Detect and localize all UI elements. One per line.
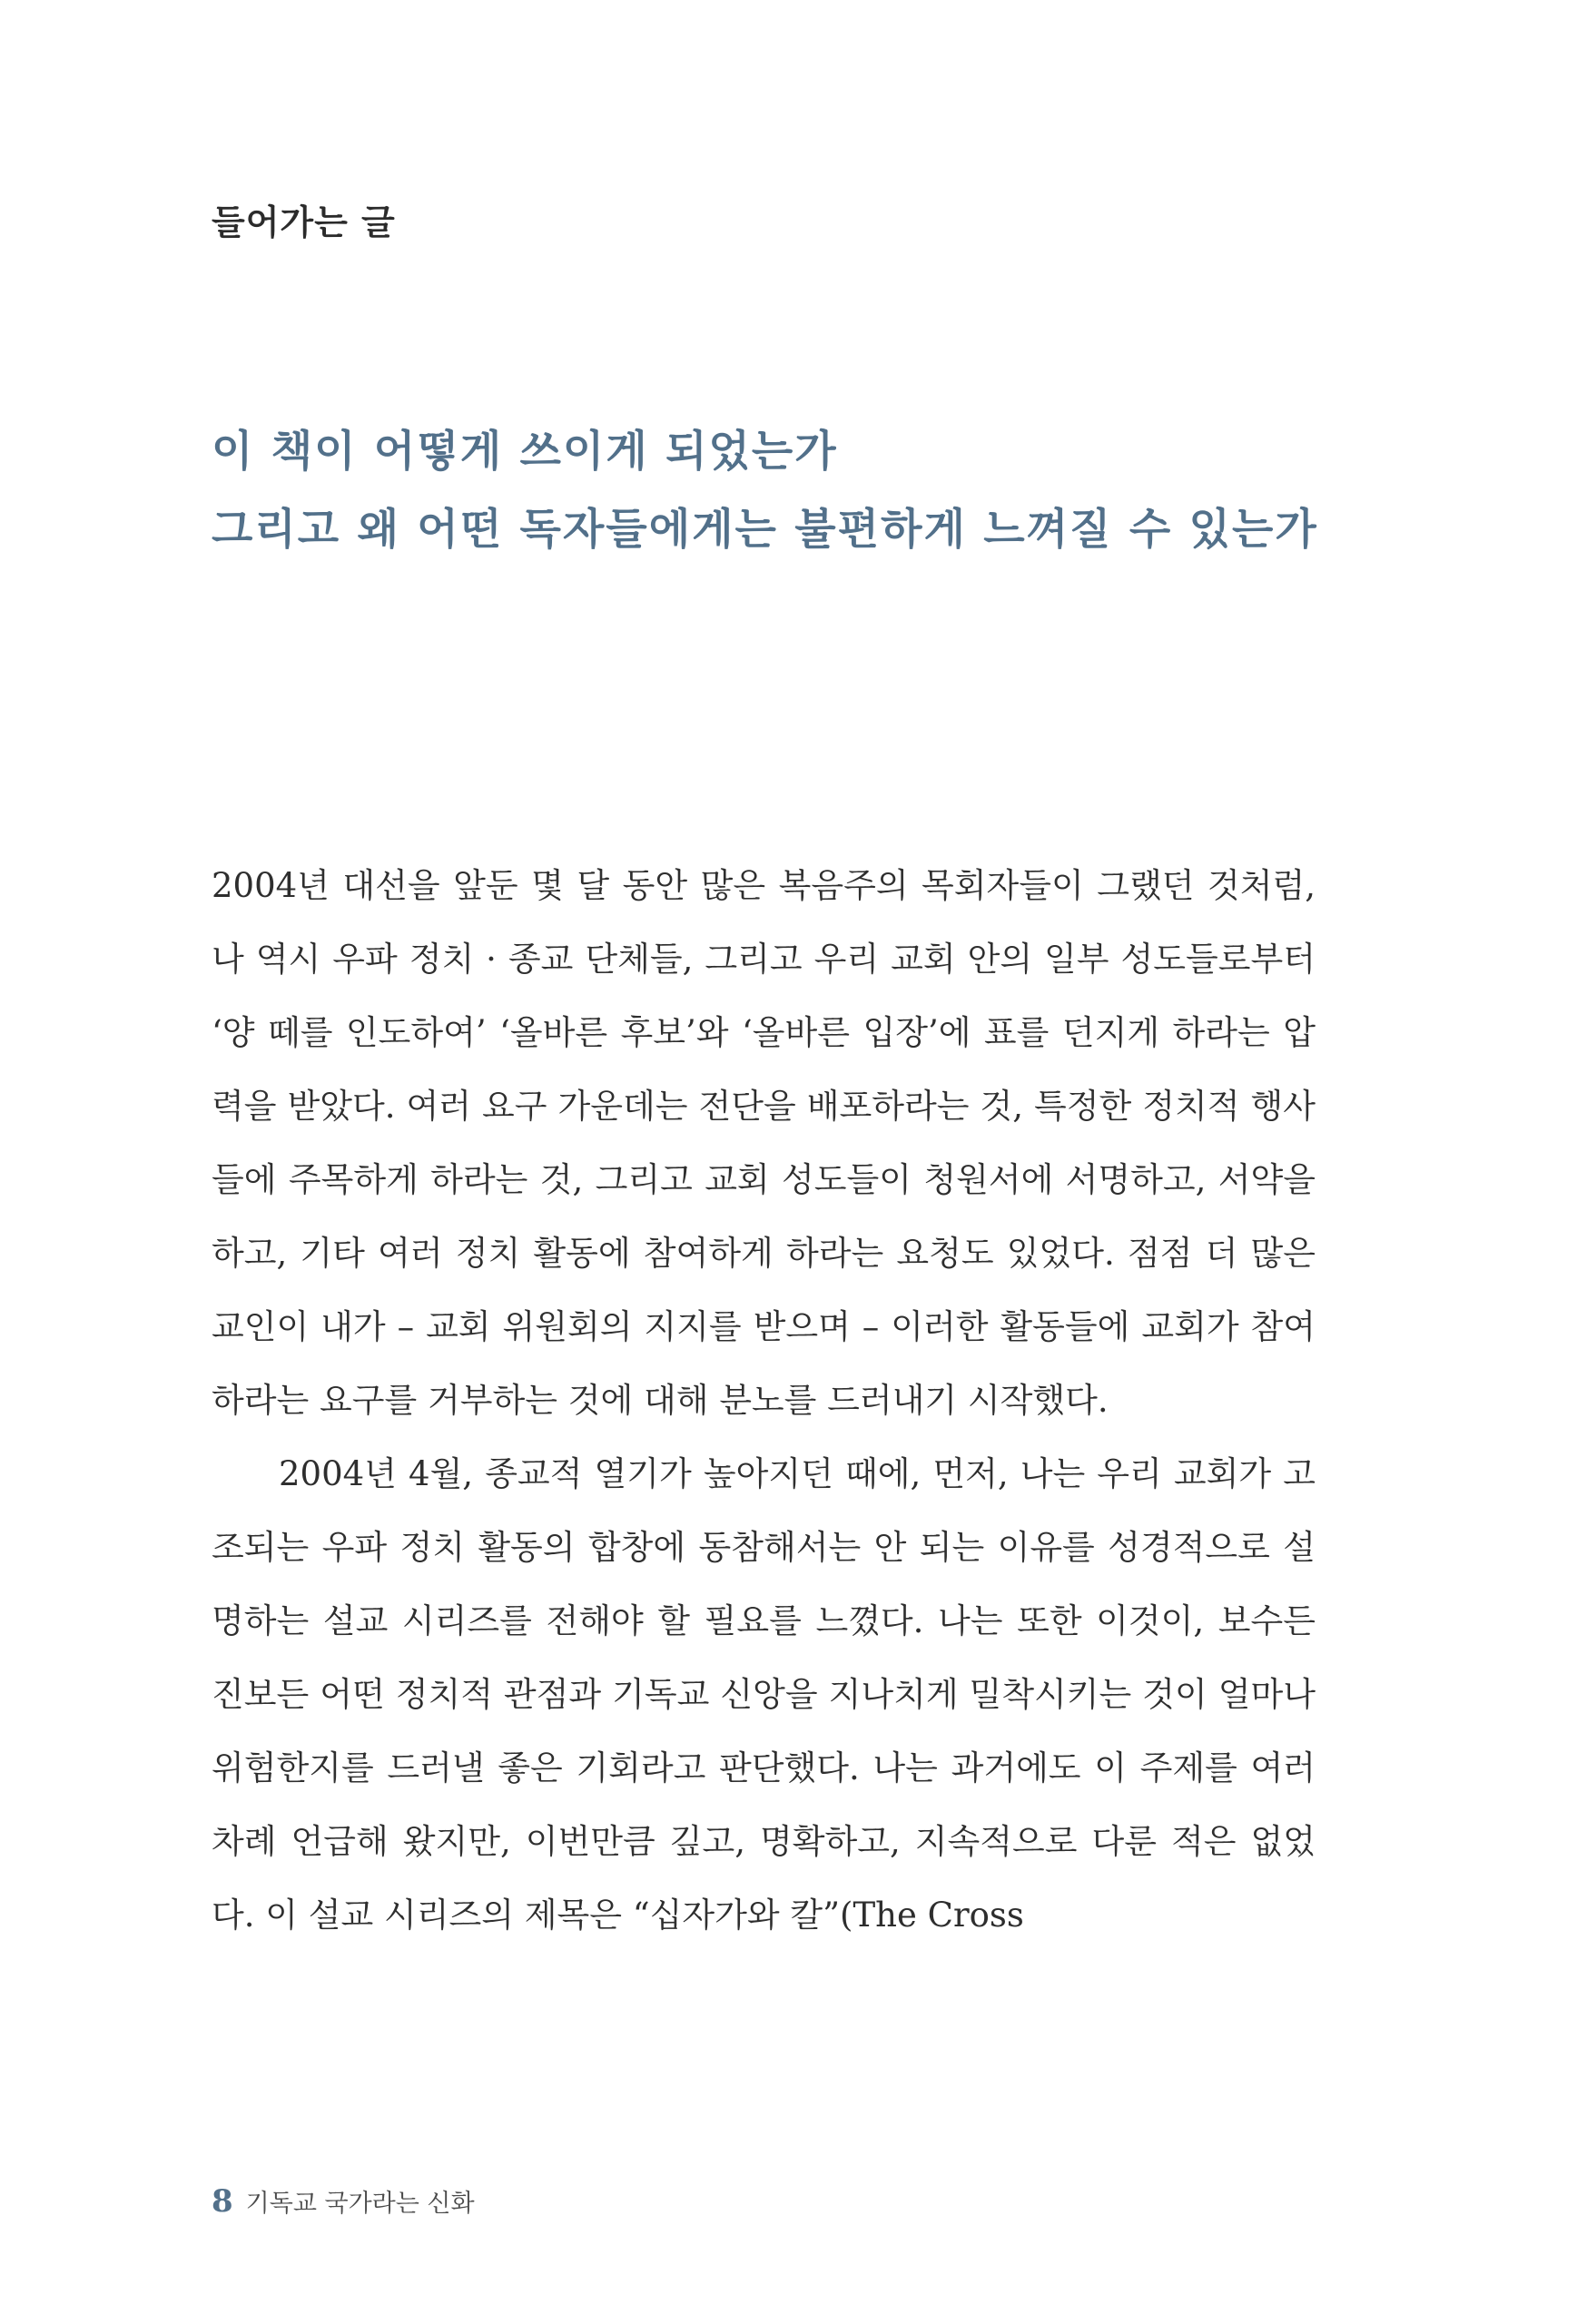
chapter-title-line-1: 이 책이 어떻게 쓰이게 되었는가	[212, 427, 838, 477]
chapter-title	[212, 413, 1318, 569]
body-text	[212, 849, 1316, 1952]
paragraph: 2004년 대선을 앞둔 몇 달 동안 많은 복음주의 목회자들이 그랬던 것처럼, 나 역시 우파 정치 · 종교 단체들, 그리고 우리 교회 안의 일부 성도들로부터 ‘양 떼를 인도하여’ ‘올바른 후보’와 ‘올바른 입장’에 표를 던지게 하라는 압력을 받았다. 여러 요구 가운데는 전단을 배포하라는 것, 특정한 정치적 행사들에 주목하게 하라는 것, 그리고 교회 성도들이 청원서에 서명하고, 서약을 하고, 기타 여러 정치 활동에 참여하게 하라는 요청도 있었다. 점점 더 많은 교인이 내가 – 교회 위원회의 지지를 받으며 – 이러한 활동들에 교회가 참여하라는 요구를 거부하는 것에 대해 분노를 드러내기 시작했다.	[212, 866, 1316, 1420]
page-number: 8	[212, 2183, 233, 2220]
paragraph: 2004년 4월, 종교적 열기가 높아지던 때에, 먼저, 나는 우리 교회가 고조되는 우파 정치 활동의 합창에 동참해서는 안 되는 이유를 성경적으로 설명하는 설교 시리즈를 전해야 할 필요를 느꼈다. 나는 또한 이것이, 보수든 진보든 어떤 정치적 관점과 기독교 신앙을 지나치게 밀착시키는 것이 얼마나 위험한지를 드러낼 좋은 기회라고 판단했다. 나는 과거에도 이 주제를 여러 차례 언급해 왔지만, 이번만큼 깊고, 명확하고, 지속적으로 다룬 적은 없었다. 이 설교 시리즈의 제목은 “십자가와 칼”(The Cross	[212, 1454, 1316, 1935]
section-label: 들어가는 글	[212, 202, 396, 242]
chapter-title-line-2: 그리고 왜 어떤 독자들에게는 불편하게 느껴질 수 있는가	[212, 505, 1318, 555]
page-footer	[212, 2183, 475, 2220]
running-book-title: 기독교 국가라는 신화	[245, 2190, 475, 2218]
